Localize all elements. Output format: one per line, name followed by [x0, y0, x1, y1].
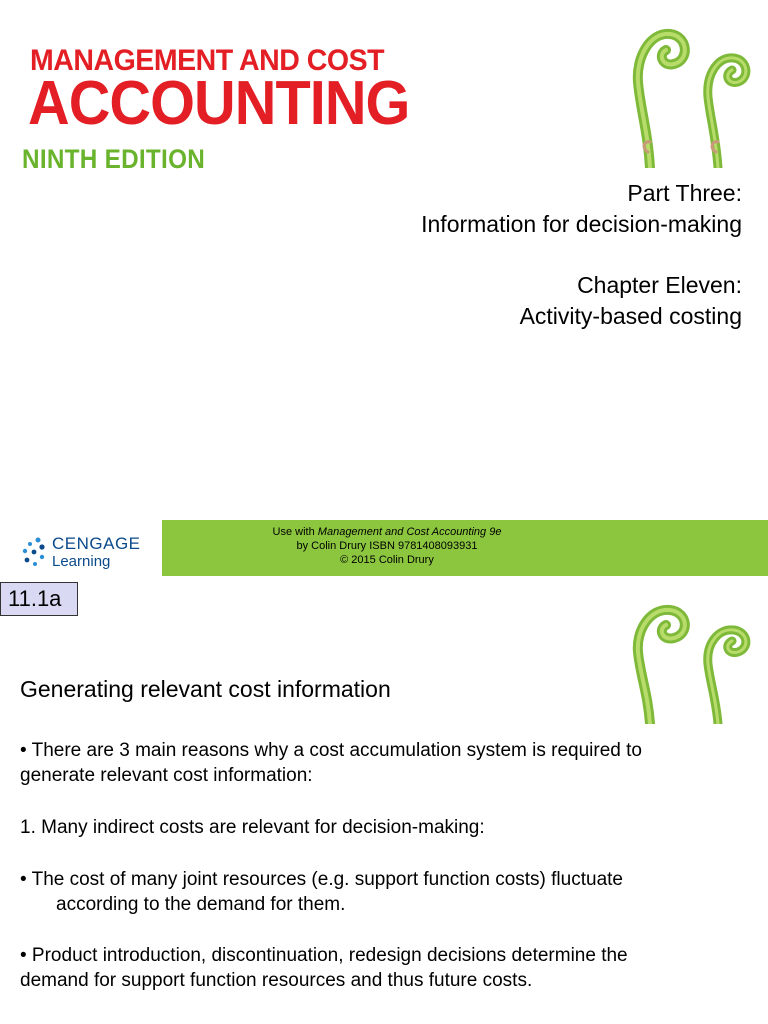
footer-line3: © 2015 Colin Drury — [340, 554, 434, 566]
book-title-line2: ACCOUNTING — [28, 69, 410, 138]
footer-line2: by Colin Drury ISBN 9781408093931 — [296, 540, 478, 552]
publisher-brand: CENGAGE — [52, 534, 141, 553]
paragraph-line: generate relevant cost information: — [20, 765, 313, 786]
footer-info-bar — [162, 520, 768, 576]
book-title-line1: MANAGEMENT AND COST — [30, 44, 385, 77]
book-edition: NINTH EDITION — [22, 144, 206, 174]
slide-footer — [0, 520, 768, 576]
part-label: Part Three: — [627, 180, 742, 206]
fern-fronds-icon — [610, 12, 760, 168]
paragraph-line: according to the demand for them. — [56, 894, 346, 915]
chapter-title: Activity-based costing — [519, 303, 742, 329]
paragraph-line: 1. Many indirect costs are relevant for decision-making: — [20, 817, 485, 838]
slide-number: 11.1a — [0, 582, 78, 616]
paragraph-line: • There are 3 main reasons why a cost accumulation system is required to — [20, 740, 642, 761]
part-title: Information for decision-making — [421, 211, 742, 237]
footer-line1: Use with Management and Cost Accounting 9e — [272, 526, 502, 538]
slide-heading: Generating relevant cost information — [20, 676, 391, 702]
part-heading — [421, 178, 742, 240]
paragraph-line: • Product introduction, discontinuation, redesign decisions determine the — [20, 945, 628, 966]
content-slide — [0, 576, 768, 1024]
cengage-dots-icon — [20, 536, 48, 570]
chapter-label: Chapter Eleven: — [577, 272, 742, 298]
publisher-sub: Learning — [52, 553, 111, 570]
publisher-logo — [20, 534, 150, 574]
chapter-heading — [520, 270, 742, 332]
fern-fronds-icon — [610, 594, 760, 724]
paragraph-line: demand for support function resources and thus future costs. — [20, 970, 533, 991]
paragraph-line: • The cost of many joint resources (e.g. support function costs) fluctuate — [20, 869, 623, 890]
